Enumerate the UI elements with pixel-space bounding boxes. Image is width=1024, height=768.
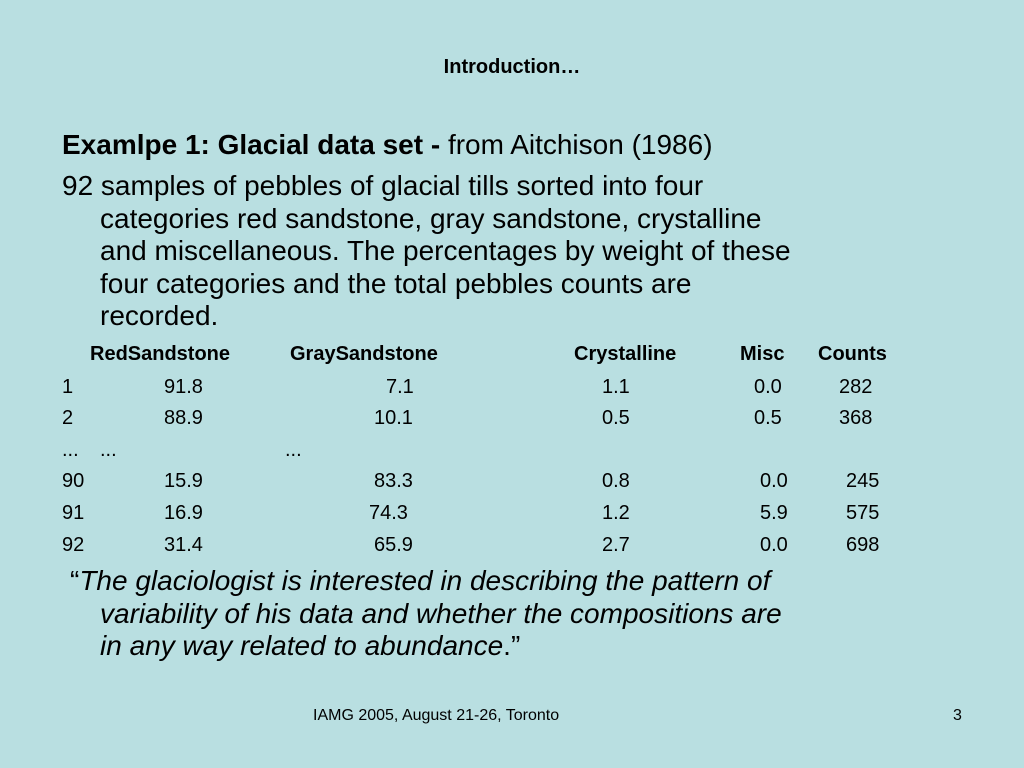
footer-text: IAMG 2005, August 21-26, Toronto	[313, 707, 560, 724]
table-header-misc: Misc	[740, 343, 785, 365]
paragraph-line: recorded.	[100, 300, 219, 331]
table-cell-crystalline: 0.8	[602, 470, 630, 492]
table-cell-counts: 282	[839, 376, 873, 398]
table-header-redsandstone: RedSandstone	[90, 343, 231, 365]
table-cell-crystalline: 0.5	[602, 407, 630, 429]
table-cell-misc: 5.9	[760, 502, 788, 524]
paragraph-line: four categories and the total pebbles counts are	[100, 267, 692, 299]
table-cell-sample: 1	[62, 376, 74, 398]
table-cell-counts: 245	[846, 470, 880, 492]
example-heading-bold: Examlpe 1: Glacial data set -	[62, 129, 448, 160]
paragraph-line: categories red sandstone, gray sandstone, crystalline	[100, 202, 762, 234]
description-paragraph	[62, 170, 962, 333]
slide-title: Introduction…	[443, 56, 581, 78]
table-cell-red: 91.8	[164, 376, 203, 398]
table-cell-crystalline: 1.1	[602, 376, 630, 398]
table-header-crystalline: Crystalline	[574, 343, 677, 365]
page-number: 3	[953, 707, 962, 724]
quote-open-mark: “	[70, 565, 80, 596]
example-heading	[62, 128, 713, 162]
table-cell-gray: 7.1	[386, 376, 414, 398]
example-heading-source: from Aitchison (1986)	[447, 129, 713, 160]
table-cell-sample: 92	[62, 534, 85, 556]
table-cell-misc: 0.0	[754, 376, 782, 398]
table-cell-misc: 0.0	[760, 470, 788, 492]
table-cell-red: 31.4	[164, 534, 203, 556]
table-cell-red: 15.9	[164, 470, 203, 492]
table-cell-misc: 0.5	[754, 407, 782, 429]
paragraph-line: and miscellaneous. The percentages by weight of these	[100, 235, 791, 266]
table-cell-ellipsis: ...	[62, 439, 79, 461]
table-cell-gray: 65.9	[374, 534, 413, 556]
table-cell-counts: 575	[846, 502, 880, 524]
table-cell-ellipsis: ...	[285, 439, 302, 461]
table-cell-crystalline: 2.7	[602, 534, 630, 556]
table-cell-crystalline: 1.2	[602, 502, 630, 524]
table-cell-sample: 91	[62, 502, 85, 524]
table-cell-sample: 2	[62, 407, 74, 429]
quote-line: in any way related to abundance	[100, 630, 504, 661]
table-cell-ellipsis: ...	[100, 439, 117, 461]
table-header-counts: Counts	[818, 343, 887, 365]
table-cell-counts: 368	[839, 407, 873, 429]
quote-line: The glaciologist is interested in describing the pattern of	[79, 565, 771, 596]
table-cell-gray: 83.3	[374, 470, 413, 492]
table-cell-red: 16.9	[164, 502, 203, 524]
glaciologist-quote	[62, 565, 962, 663]
quote-close-mark: .”	[503, 630, 521, 661]
quote-line: variability of his data and whether the compositions are	[100, 597, 782, 629]
table-cell-red: 88.9	[164, 407, 203, 429]
table-cell-counts: 698	[846, 534, 880, 556]
paragraph-line: 92 samples of pebbles of glacial tills sorted into four	[62, 170, 704, 201]
table-cell-gray: 10.1	[374, 407, 413, 429]
table-cell-misc: 0.0	[760, 534, 788, 556]
table-cell-sample: 90	[62, 470, 85, 492]
table-header-graysandstone: GraySandstone	[290, 343, 438, 365]
table-cell-gray: 74.3	[369, 502, 408, 524]
